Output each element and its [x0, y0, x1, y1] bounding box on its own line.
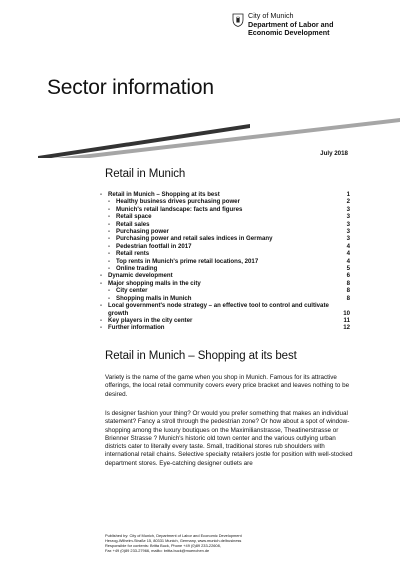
toc-entry[interactable]: [100, 250, 350, 257]
organisation-block: [248, 12, 333, 38]
section-heading: Retail in Munich: [105, 168, 186, 180]
toc-entry-page: 3: [346, 213, 350, 221]
toc-entry-label: Dynamic development: [108, 272, 173, 280]
toc-bullet: -: [108, 235, 111, 243]
toc-entry-page: 8: [346, 279, 350, 287]
article-paragraph-2: Is designer fashion your thing? Or would you prefer something that makes an individual statement? Fancy a stroll through the pedestrian zone? Or how about a spot of window-shopping among the luxury boutiques on the Maximilianstrasse, Theatinerstrasse or Brienner Strasse ? Munich's historic old town center and the various outlying urban districts cater to literally every taste. Small, traditional stores rub shoulders with international retail chains. Selective specialty retailers jostle for position with well-stocked department stores. Eye-catching designer outlets are: [105, 410, 353, 467]
toc-entry-label: Munich's retail landscape: facts and figures: [116, 205, 243, 213]
toc-bullet: -: [108, 294, 111, 302]
toc-bullet: -: [100, 316, 103, 324]
toc-entry-page: 11: [343, 316, 350, 324]
toc-entry-page: 6: [346, 272, 350, 280]
table-of-contents: [100, 191, 350, 332]
toc-entry[interactable]: [100, 243, 350, 250]
toc-bullet: -: [108, 287, 111, 295]
toc-entry-label: Online trading: [116, 265, 158, 273]
publication-date: July 2018: [320, 150, 348, 157]
toc-bullet: -: [100, 302, 103, 310]
footer-line: Responsible for contents: Britta Buck, Phone +49 (0)89 233-22608,: [105, 543, 221, 549]
footer-imprint: [105, 533, 242, 553]
toc-entry[interactable]: [100, 280, 350, 287]
toc-entry-label: City center: [116, 287, 148, 295]
toc-bullet: -: [108, 257, 111, 265]
toc-entry-page: 3: [346, 220, 350, 228]
toc-entry[interactable]: [100, 295, 350, 302]
toc-entry-page: 8: [346, 287, 350, 295]
page-title: Sector information: [47, 76, 214, 99]
toc-entry-page: 8: [346, 294, 350, 302]
toc-bullet: -: [108, 265, 111, 273]
article-heading: Retail in Munich – Shopping at its best: [105, 350, 297, 362]
footer-line: Fax +49 (0)89 233-27966, mailto: britta.buck@muenchen.de: [105, 548, 210, 554]
toc-entry[interactable]: [100, 272, 350, 279]
department-line-2: Economic Development: [248, 28, 330, 38]
toc-entry-page: 4: [346, 250, 350, 258]
toc-entry-page: 3: [346, 205, 350, 213]
toc-entry[interactable]: [100, 213, 350, 220]
toc-entry-page: 3: [346, 235, 350, 243]
department-line-1: Department of Labor and: [248, 19, 334, 29]
toc-entry-label: Purchasing power and retail sales indices in Germany: [116, 235, 273, 243]
toc-entry-page: 12: [343, 324, 350, 332]
toc-entry-page: 5: [346, 265, 350, 273]
toc-entry-label: Retail sales: [116, 220, 150, 228]
toc-entry[interactable]: [100, 206, 350, 213]
toc-entry[interactable]: [100, 228, 350, 235]
toc-bullet: -: [100, 272, 103, 280]
toc-bullet: -: [108, 213, 111, 221]
toc-entry[interactable]: [100, 287, 350, 294]
toc-bullet: -: [108, 205, 111, 213]
toc-entry-label: Shopping malls in Munich: [116, 294, 192, 302]
munich-coat-of-arms-icon: [232, 13, 244, 27]
toc-entry-page: 1: [346, 191, 350, 198]
toc-bullet: -: [108, 228, 111, 236]
toc-bullet: -: [100, 279, 103, 287]
toc-entry-page: 4: [346, 242, 350, 250]
toc-entry-label: Retail space: [116, 213, 152, 221]
footer-line: Herzog-Wilhelm-Straße 15, 80331 Munich, Germany, www.munich.de/business: [105, 538, 242, 544]
toc-entry[interactable]: [100, 221, 350, 228]
toc-entry-label: Purchasing power: [116, 228, 169, 236]
toc-entry[interactable]: [100, 265, 350, 272]
toc-entry[interactable]: [100, 191, 350, 198]
toc-entry[interactable]: [100, 258, 350, 265]
toc-bullet: -: [108, 250, 111, 258]
footer-line: Published by: City of Munich, Department of Labor and Economic Development: [105, 533, 242, 538]
toc-entry-label: Healthy business drives purchasing power: [116, 198, 240, 206]
toc-entry-label: Local government's node strategy – an effective tool to control and cultivate growth: [108, 302, 329, 317]
toc-entry[interactable]: [100, 317, 350, 324]
toc-entry-label: Retail in Munich – Shopping at its best: [108, 191, 220, 198]
toc-entry-label: Key players in the city center: [108, 316, 193, 324]
toc-entry[interactable]: [100, 198, 350, 205]
toc-entry-page: 10: [343, 309, 350, 317]
toc-entry-page: 3: [346, 228, 350, 236]
toc-entry[interactable]: [100, 324, 350, 331]
org-name: City of Munich: [248, 11, 294, 20]
toc-bullet: -: [100, 191, 103, 198]
toc-entry-label: Top rents in Munich's prime retail locations, 2017: [116, 257, 259, 265]
toc-bullet: -: [108, 242, 111, 250]
toc-entry[interactable]: [100, 302, 350, 317]
toc-entry-page: 2: [346, 198, 350, 206]
toc-entry-label: Pedestrian footfall in 2017: [116, 242, 192, 250]
toc-entry-page: 4: [346, 257, 350, 265]
toc-entry-label: Retail rents: [116, 250, 150, 258]
toc-bullet: -: [108, 220, 111, 228]
toc-bullet: -: [100, 324, 103, 332]
toc-entry[interactable]: [100, 235, 350, 242]
toc-entry-label: Further information: [108, 324, 165, 332]
toc-entry-label: Major shopping malls in the city: [108, 279, 201, 287]
toc-bullet: -: [108, 198, 111, 206]
article-paragraph-1: Variety is the name of the game when you shop in Munich. Famous for its attractive offerings, the local retail community covers every price bracket and leaves nothing to be desired.: [105, 374, 350, 398]
